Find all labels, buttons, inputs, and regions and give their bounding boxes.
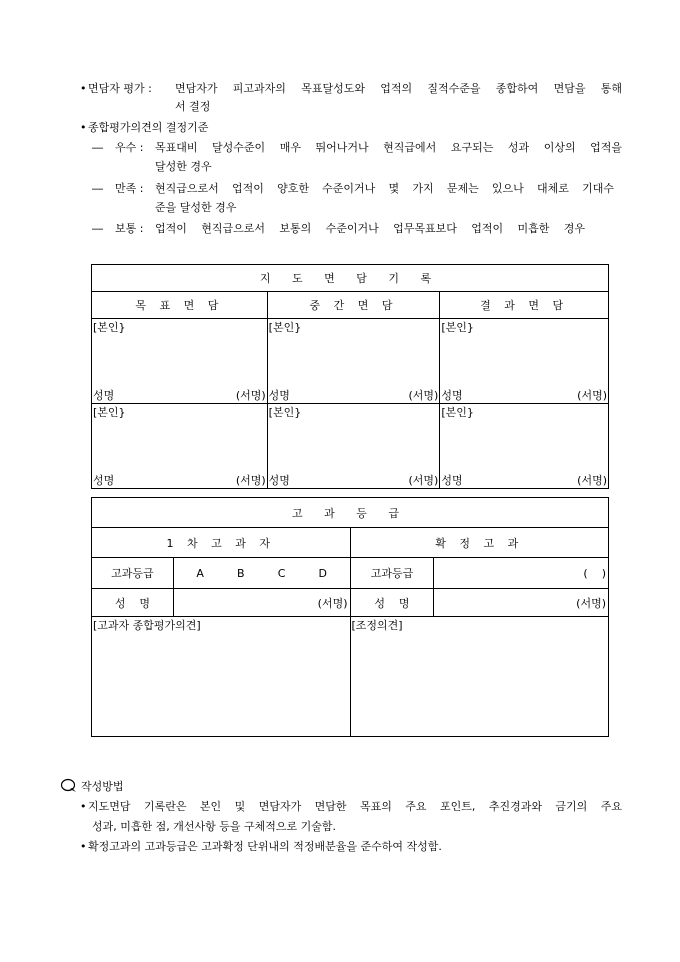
instruction-2-text-1: 확정고과의 고과등급은 고과확정 단위내의 적정배분율을 준수하여 작성함. [88,840,442,853]
bullet: • [80,82,87,95]
criteria-satisfactory-text-2: 준을 달성한 경우 [155,201,237,214]
name-label: 성명 [268,474,290,487]
final-grade-paren: ( ) [583,566,606,580]
grade-label-average: 보통 : [115,222,144,235]
overall-opinion-field[interactable] [92,617,351,737]
instruction-1-text-1: 지도면담 기록란은 본인 및 면담자가 면담한 목표의 주요 포인트, 추진경과와 금기의 주요 [88,800,622,813]
grade-option-d[interactable]: D [318,566,327,580]
result-interview-cell-1[interactable] [440,319,609,404]
column-midterm-interview: 중 간 면 담 [267,292,440,319]
name-label: 성명 [93,474,115,487]
self-label: [본인} [93,406,126,419]
interviewer-eval-text-1: 면담자가 피고과자의 목표달성도와 업적의 질적수준을 종합하여 면담을 통해 [175,82,622,95]
bullet: • [80,840,87,853]
guidance-record-title: 지 도 면 담 기 록 [92,265,609,292]
target-interview-cell-1[interactable] [92,319,268,404]
criteria-excellent-text-1: 목표대비 달성수준이 매우 뛰어나거나 현직급에서 요구되는 성과 이상의 업적을 [155,141,622,154]
name-label: 성명 [441,389,463,402]
name-label: 성 명 [350,589,434,617]
self-label: [본인} [268,406,302,419]
adjust-opinion-field[interactable] [350,617,608,737]
result-interview-cell-2[interactable] [440,404,609,489]
interviewer-eval-label: 면담자 평가 : [88,82,152,95]
name-label: 성명 [93,389,115,402]
guidance-record-table [91,264,609,489]
midterm-interview-cell-1[interactable] [267,319,440,404]
overall-criteria-title: 종합평가의견의 결정기준 [88,121,209,134]
sign-label: (서명) [235,389,266,402]
sign-label: (서명) [408,389,439,402]
grade-label: 고과등급 [350,558,434,589]
name-label: 성명 [268,389,290,402]
grade-label-excellent: 우수 : [115,141,144,154]
appraisal-grade-title: 고 과 등 급 [92,498,609,528]
adjust-opinion-label: [조정의견] [351,619,403,632]
criteria-average-text-1: 업적이 현직급으로서 보통의 수준이거나 업무목표보다 업적이 미흡한 경우 [155,222,585,235]
target-interview-cell-2[interactable] [92,404,268,489]
column-target-interview: 목 표 면 담 [92,292,268,319]
sign-label: (서명) [577,474,607,487]
bullet: • [80,121,87,134]
grade-options[interactable] [173,558,350,589]
column-result-interview: 결 과 면 담 [440,292,609,319]
final-rater-name-field[interactable] [434,589,609,617]
first-rater-name-field[interactable] [173,589,350,617]
grade-option-a[interactable]: A [196,566,204,580]
dash: ― [92,141,103,154]
sign-label: (서명) [576,596,606,610]
first-rater-header: 1 차 고 과 자 [92,528,351,558]
dash: ― [92,182,103,195]
sign-label: (서명) [235,474,266,487]
appraisal-grade-table [91,497,609,737]
grade-label-satisfactory: 만족 : [115,182,144,195]
sign-label: (서명) [317,596,348,610]
final-grade-field[interactable] [434,558,609,589]
sign-label: (서명) [408,474,439,487]
final-rater-header: 확 정 고 과 [350,528,608,558]
bullet: • [80,800,87,813]
self-label: [본인} [441,321,474,334]
grade-option-c[interactable]: C [277,566,286,580]
criteria-satisfactory-text-1: 현직급으로서 업적이 양호한 수준이거나 몇 가지 문제는 있으나 대체로 기대수 [155,182,614,195]
grade-label: 고과등급 [92,558,174,589]
midterm-interview-cell-2[interactable] [267,404,440,489]
name-label: 성 명 [92,589,174,617]
instruction-1-text-2: 성과, 미흡한 점, 개선사항 등을 구체적으로 기술함. [92,820,336,833]
speech-bubble-icon [60,778,78,794]
self-label: [본인} [441,406,474,419]
sign-label: (서명) [577,389,607,402]
criteria-excellent-text-2: 달성한 경우 [155,160,212,173]
grade-option-b[interactable]: B [237,566,245,580]
name-label: 성명 [441,474,463,487]
overall-opinion-label: [고과자 종합평가의견] [93,619,201,632]
self-label: [본인} [93,321,126,334]
interviewer-eval-text-2: 서 결정 [175,100,211,113]
instructions-title: 작성방법 [81,780,124,793]
self-label: [본인} [268,321,302,334]
dash: ― [92,222,103,235]
